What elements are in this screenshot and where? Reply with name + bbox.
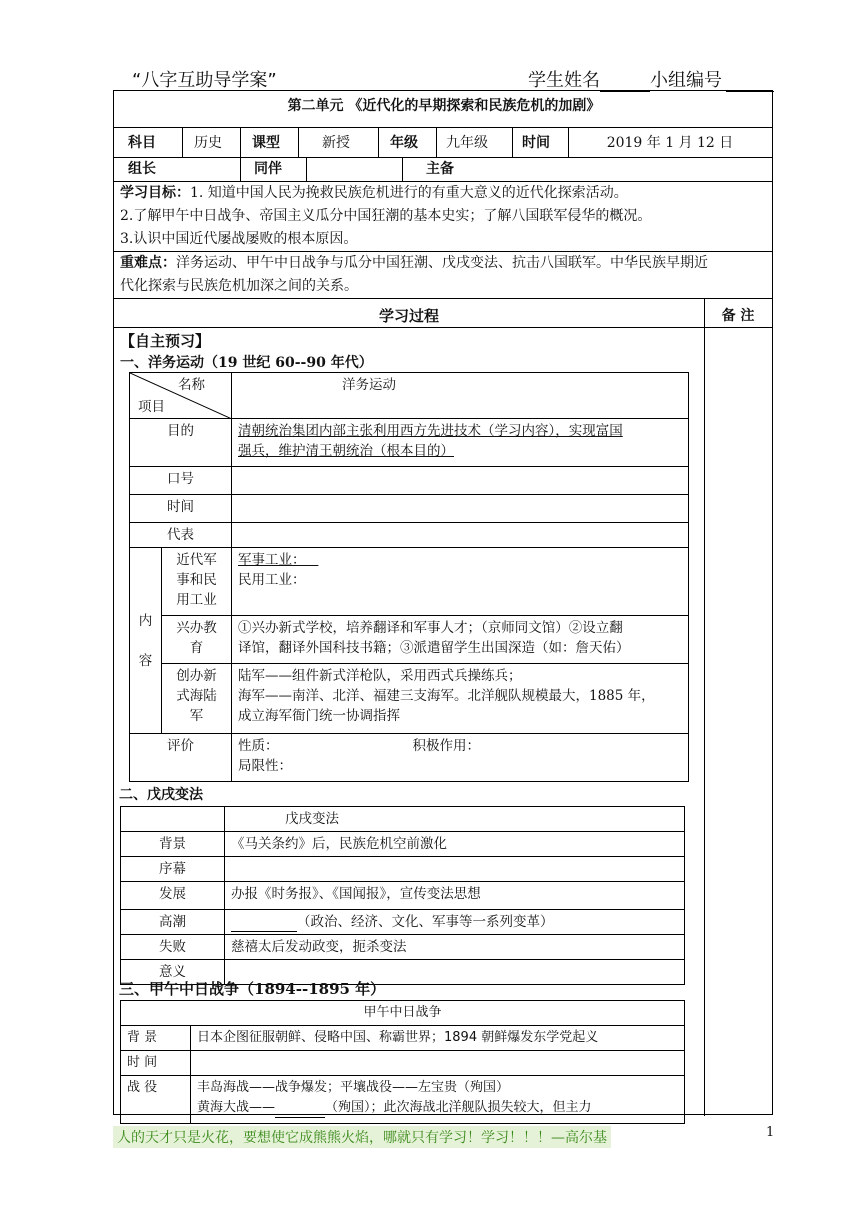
- s2-row-label: 失败: [121, 935, 225, 960]
- time-cell: [232, 495, 689, 523]
- remarks-header: 备 注: [721, 308, 755, 324]
- industry-label: [162, 548, 232, 616]
- s2-row-label: 序幕: [121, 857, 225, 882]
- group-no-label: 小组编号: [650, 70, 722, 91]
- goals-text-1: 1. 知道中国人民为挽救民族危机进行的有重大意义的近代化探索活动。: [190, 185, 628, 201]
- goals-line1: [120, 183, 628, 203]
- goals-line3: 3.认识中国近代屡战屡败的根本原因。: [120, 231, 358, 247]
- navy-text-2: 海军——南洋、北洋、福建三支海军。北洋舰队规模最大，1885 年，: [238, 688, 655, 704]
- content-label: [130, 548, 162, 734]
- process-header: 学习过程: [378, 307, 439, 325]
- s2-row-label: 发展: [121, 882, 225, 910]
- battle-blank: [275, 1103, 325, 1118]
- corner-item-label: 项目: [138, 399, 165, 415]
- military-industry: 军事工业：: [238, 552, 306, 568]
- section3-title: 三、甲午中日战争（1894--1895 年）: [119, 980, 386, 998]
- navy-label-3: 军: [189, 708, 204, 724]
- navy-text-1: 陆军——组件新式洋枪队，采用西式兵操练兵；: [238, 668, 522, 684]
- date-value: 2019 年 1 月 12 日: [606, 135, 734, 151]
- purpose-label: 目的: [130, 419, 232, 467]
- key-points-label: 重难点：: [120, 255, 176, 271]
- positive-field: 积极作用：: [412, 738, 480, 754]
- climax-text: （政治、经济、文化、军事等一系列变革）: [297, 914, 554, 930]
- content-char-2: 容: [138, 652, 153, 669]
- partner-label: 同伴: [254, 161, 282, 177]
- purpose-cell: [232, 419, 689, 467]
- evaluation-label: 评价: [130, 734, 232, 782]
- student-name-field: [528, 66, 774, 92]
- corner-name-label: 名称: [178, 377, 205, 393]
- battle-text-2a: 黄海大战——: [197, 1100, 276, 1115]
- industry-label-3: 用工业: [176, 592, 217, 608]
- purpose-text-1: 清朝统治集团内部主张利用西方先进技术（学习内容），实现富国: [238, 423, 623, 439]
- s2-row-text: 慈禧太后发动政变，扼杀变法: [225, 935, 685, 960]
- section2-corner: [121, 807, 225, 832]
- s2-row-text: 《马关条约》后，民族危机空前激化: [225, 832, 685, 857]
- key-points-line1: [120, 253, 708, 273]
- subject-value: 历史: [194, 135, 222, 151]
- climax-blank: [231, 917, 297, 932]
- main-prep-label: 主备: [426, 161, 454, 177]
- grade-value: 九年级: [446, 135, 488, 151]
- section2-title: 二、戊戌变法: [119, 787, 203, 803]
- time-label: 时 间: [121, 1051, 191, 1076]
- background-text: 日本企图征服朝鲜、侵略中国、称霸世界；1894 朝鲜爆发东学党起义: [191, 1026, 685, 1051]
- quote-text: 人的天才只是火花，要想使它成熊熊火焰，哪就只有学习！学习！！！: [117, 1130, 551, 1146]
- section2-table: [120, 806, 685, 985]
- page-number: 1: [766, 1125, 775, 1140]
- corner-cell: [130, 373, 232, 419]
- battle-cell: [191, 1076, 685, 1124]
- slogan-label: 口号: [130, 467, 232, 495]
- section1-col-header: 洋务运动: [232, 373, 689, 419]
- industry-label-1: 近代军: [176, 552, 217, 568]
- remarks-column-divider: [704, 298, 705, 1116]
- s2-row-label: 高潮: [121, 910, 225, 935]
- civil-industry: 民用工业：: [238, 572, 306, 588]
- slogan-cell: [232, 467, 689, 495]
- education-label-1: 兴办教: [176, 620, 217, 636]
- background-label: 背 景: [121, 1026, 191, 1051]
- representative-label: 代表: [130, 523, 232, 548]
- student-name-label: 学生姓名: [528, 70, 600, 91]
- navy-army-cell: [232, 664, 689, 734]
- s2-row-text: [225, 857, 685, 882]
- content-char-1: 内: [138, 612, 153, 629]
- quote-author: —高尔基: [551, 1130, 607, 1146]
- time-label: 时间: [130, 495, 232, 523]
- section1-title: 一、洋务运动（19 世纪 60--90 年代）: [120, 355, 373, 371]
- self-study-heading: 【自主预习】: [120, 332, 211, 350]
- battle-text-1: 丰岛海战——战争爆发；平壤战役——左宝贵（殉国）: [197, 1080, 510, 1095]
- navy-text-3: 成立海军衙门统一协调指挥: [238, 708, 400, 724]
- s2-row-text-climax: [225, 910, 685, 935]
- s2-row-label: 意义: [121, 960, 225, 985]
- education-text-2: 译馆，翻译外国科技书籍；③派遣留学生出国深造（如：詹天佑）: [238, 640, 630, 656]
- education-label-2: 育: [189, 640, 204, 656]
- education-cell: [232, 616, 689, 664]
- battle-label: 战 役: [121, 1076, 191, 1124]
- navy-label-1: 创办新: [176, 668, 217, 684]
- time-cell: [191, 1051, 685, 1076]
- type-value: 新授: [322, 135, 350, 151]
- time-label: 时间: [522, 135, 550, 151]
- battle-text-2b: （殉国）；此次海战北洋舰队损失较大，但主力: [325, 1100, 592, 1115]
- leader-label: 组长: [128, 161, 156, 177]
- representative-cell: [232, 523, 689, 548]
- navy-label-2: 式海陆: [176, 688, 217, 704]
- education-label: [162, 616, 232, 664]
- section1-table: [129, 372, 689, 782]
- divider: [114, 127, 772, 128]
- purpose-text-2: 强兵，维护清王朝统治（根本目的）: [238, 443, 454, 459]
- navy-army-label: [162, 664, 232, 734]
- education-text-1: ①兴办新式学校，培养翻译和军事人才；（京师同文馆）②设立翻: [238, 620, 623, 636]
- goals-label: 学习目标：: [120, 185, 190, 201]
- document-header-title: “八字互助导学案”: [132, 70, 277, 91]
- industry-label-2: 事和民: [176, 572, 217, 588]
- section3-table: [120, 1000, 685, 1124]
- grade-label: 年级: [390, 135, 418, 151]
- unit-title: 第二单元 《近代化的早期探索和民族危机的加剧》: [287, 98, 601, 114]
- goals-line2: 2.了解甲午中日战争、帝国主义瓜分中国狂潮的基本史实；了解八国联军侵华的概况。: [120, 208, 652, 224]
- section2-col-header: 戊戌变法: [225, 807, 685, 832]
- type-label: 课型: [252, 135, 280, 151]
- s2-row-label: 背景: [121, 832, 225, 857]
- evaluation-cell: [232, 734, 689, 782]
- subject-label: 科目: [128, 135, 156, 151]
- key-points-line2: 代化探索与民族危机加深之间的关系。: [120, 278, 358, 294]
- footer-quote: [113, 1126, 611, 1148]
- s2-row-text: 办报《时务报》、《国闻报》，宣传变法思想: [225, 882, 685, 910]
- limitation-field: 局限性：: [238, 758, 292, 774]
- section3-col-header: 甲午中日战争: [121, 1001, 685, 1026]
- nature-field: 性质：: [238, 738, 279, 754]
- industry-cell: [232, 548, 689, 616]
- key-points-text-1: 洋务运动、甲午中日战争与瓜分中国狂潮、戊戌变法、抗击八国联军。中华民族早期近: [176, 255, 708, 271]
